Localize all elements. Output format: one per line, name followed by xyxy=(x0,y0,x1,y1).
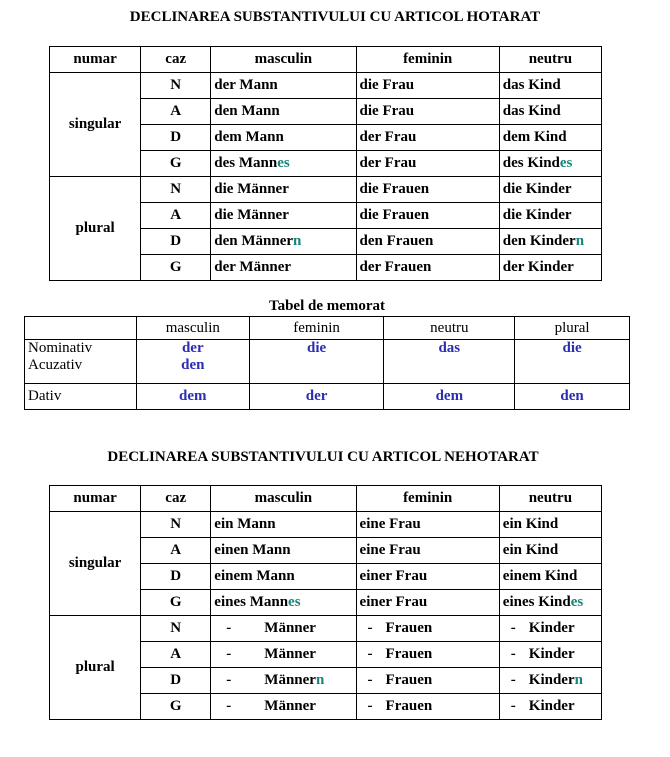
case-label: A xyxy=(141,538,211,564)
cell-masc: den Männern xyxy=(211,229,356,255)
case-label: D xyxy=(141,125,211,151)
table-header-row xyxy=(50,47,602,73)
table-row xyxy=(50,512,602,538)
memorat-header-pl: plural xyxy=(515,317,630,340)
memorat-cell-neut: dem xyxy=(384,384,515,410)
cell-fem: die Frauen xyxy=(356,177,499,203)
cell-masc: - Männer xyxy=(211,694,356,720)
cell-masc: - Männer xyxy=(211,642,356,668)
title-hotarat: DECLINAREA SUBSTANTIVULUI CU ARTICOL HOTARAT xyxy=(129,9,541,25)
cell-fem: - Frauen xyxy=(356,694,499,720)
case-label: A xyxy=(141,203,211,229)
cell-fem: einer Frau xyxy=(356,564,499,590)
header-masculin: masculin xyxy=(211,486,356,512)
cell-fem: der Frau xyxy=(356,125,499,151)
case-label: N xyxy=(141,177,211,203)
cell-fem: - Frauen xyxy=(356,668,499,694)
table-header-row xyxy=(50,486,602,512)
cell-neut: - Kinder xyxy=(499,642,601,668)
cell-neut: die Kinder xyxy=(499,177,601,203)
case-label: G xyxy=(141,151,211,177)
cell-neut: das Kind xyxy=(499,99,601,125)
memorat-cell-pl: die xyxy=(515,340,630,384)
case-label: D xyxy=(141,668,211,694)
group-plural: plural xyxy=(50,177,141,281)
cell-fem: der Frauen xyxy=(356,255,499,281)
cell-neut: einem Kind xyxy=(499,564,601,590)
case-label: A xyxy=(141,99,211,125)
cell-neut: eines Kindes xyxy=(499,590,601,616)
case-label: A xyxy=(141,642,211,668)
header-numar: numar xyxy=(50,47,141,73)
declension-table-hotarat xyxy=(49,46,602,281)
memorat-cell-fem: die xyxy=(249,340,384,384)
memorat-row-label: Dativ xyxy=(25,384,137,410)
memorat-header-row xyxy=(25,317,630,340)
declension-table-nehotarat xyxy=(49,485,602,720)
memorat-title: Tabel de memorat xyxy=(268,298,386,314)
cell-masc: der Männer xyxy=(211,255,356,281)
memorat-row-label: Nominativ Acuzativ xyxy=(25,340,137,384)
cell-masc: einem Mann xyxy=(211,564,356,590)
header-neutru: neutru xyxy=(499,47,601,73)
cell-masc: ein Mann xyxy=(211,512,356,538)
cell-masc: dem Mann xyxy=(211,125,356,151)
cell-neut: des Kindes xyxy=(499,151,601,177)
cell-neut: - Kinder xyxy=(499,616,601,642)
table-row xyxy=(25,340,630,384)
header-caz: caz xyxy=(141,486,211,512)
cell-fem: die Frau xyxy=(356,73,499,99)
case-label: N xyxy=(141,512,211,538)
memorat-cell-fem: der xyxy=(249,384,384,410)
memorat-header-fem: feminin xyxy=(249,317,384,340)
cell-fem: eine Frau xyxy=(356,512,499,538)
header-caz: caz xyxy=(141,47,211,73)
memorat-cell-masc: dem xyxy=(136,384,249,410)
memorat-cell-masc: der den xyxy=(136,340,249,384)
cell-fem: - Frauen xyxy=(356,642,499,668)
cell-masc: den Mann xyxy=(211,99,356,125)
cell-neut: dem Kind xyxy=(499,125,601,151)
memorat-header-neut: neutru xyxy=(384,317,515,340)
case-label: D xyxy=(141,564,211,590)
group-singular: singular xyxy=(50,73,141,177)
memorat-cell-neut: das xyxy=(384,340,515,384)
memorat-cell-pl: den xyxy=(515,384,630,410)
header-neutru: neutru xyxy=(499,486,601,512)
table-row xyxy=(50,177,602,203)
cell-neut: ein Kind xyxy=(499,512,601,538)
cell-masc: - Männern xyxy=(211,668,356,694)
case-label: D xyxy=(141,229,211,255)
header-feminin: feminin xyxy=(356,47,499,73)
cell-fem: der Frau xyxy=(356,151,499,177)
cell-masc: einen Mann xyxy=(211,538,356,564)
cell-fem: eine Frau xyxy=(356,538,499,564)
case-label: N xyxy=(141,73,211,99)
cell-masc: - Männer xyxy=(211,616,356,642)
title-nehotarat: DECLINAREA SUBSTANTIVULUI CU ARTICOL NEHOTARAT xyxy=(107,449,539,465)
cell-neut: den Kindern xyxy=(499,229,601,255)
cell-fem: die Frauen xyxy=(356,203,499,229)
cell-neut: das Kind xyxy=(499,73,601,99)
header-feminin: feminin xyxy=(356,486,499,512)
cell-neut: - Kinder xyxy=(499,694,601,720)
case-label: G xyxy=(141,694,211,720)
cell-fem: - Frauen xyxy=(356,616,499,642)
case-label: G xyxy=(141,590,211,616)
group-plural: plural xyxy=(50,616,141,720)
cell-neut: ein Kind xyxy=(499,538,601,564)
case-label: G xyxy=(141,255,211,281)
memorat-corner xyxy=(25,317,137,340)
header-masculin: masculin xyxy=(211,47,356,73)
cell-fem: einer Frau xyxy=(356,590,499,616)
cell-masc: der Mann xyxy=(211,73,356,99)
memorat-header-masc: masculin xyxy=(136,317,249,340)
table-row xyxy=(25,384,630,410)
cell-fem: den Frauen xyxy=(356,229,499,255)
table-row xyxy=(50,616,602,642)
cell-neut: der Kinder xyxy=(499,255,601,281)
cell-masc: die Männer xyxy=(211,177,356,203)
cell-neut: - Kindern xyxy=(499,668,601,694)
cell-masc: des Mannes xyxy=(211,151,356,177)
group-singular: singular xyxy=(50,512,141,616)
case-label: N xyxy=(141,616,211,642)
header-numar: numar xyxy=(50,486,141,512)
memorat-table xyxy=(24,316,630,410)
cell-masc: die Männer xyxy=(211,203,356,229)
table-row xyxy=(50,73,602,99)
cell-fem: die Frau xyxy=(356,99,499,125)
cell-neut: die Kinder xyxy=(499,203,601,229)
cell-masc: eines Mannes xyxy=(211,590,356,616)
